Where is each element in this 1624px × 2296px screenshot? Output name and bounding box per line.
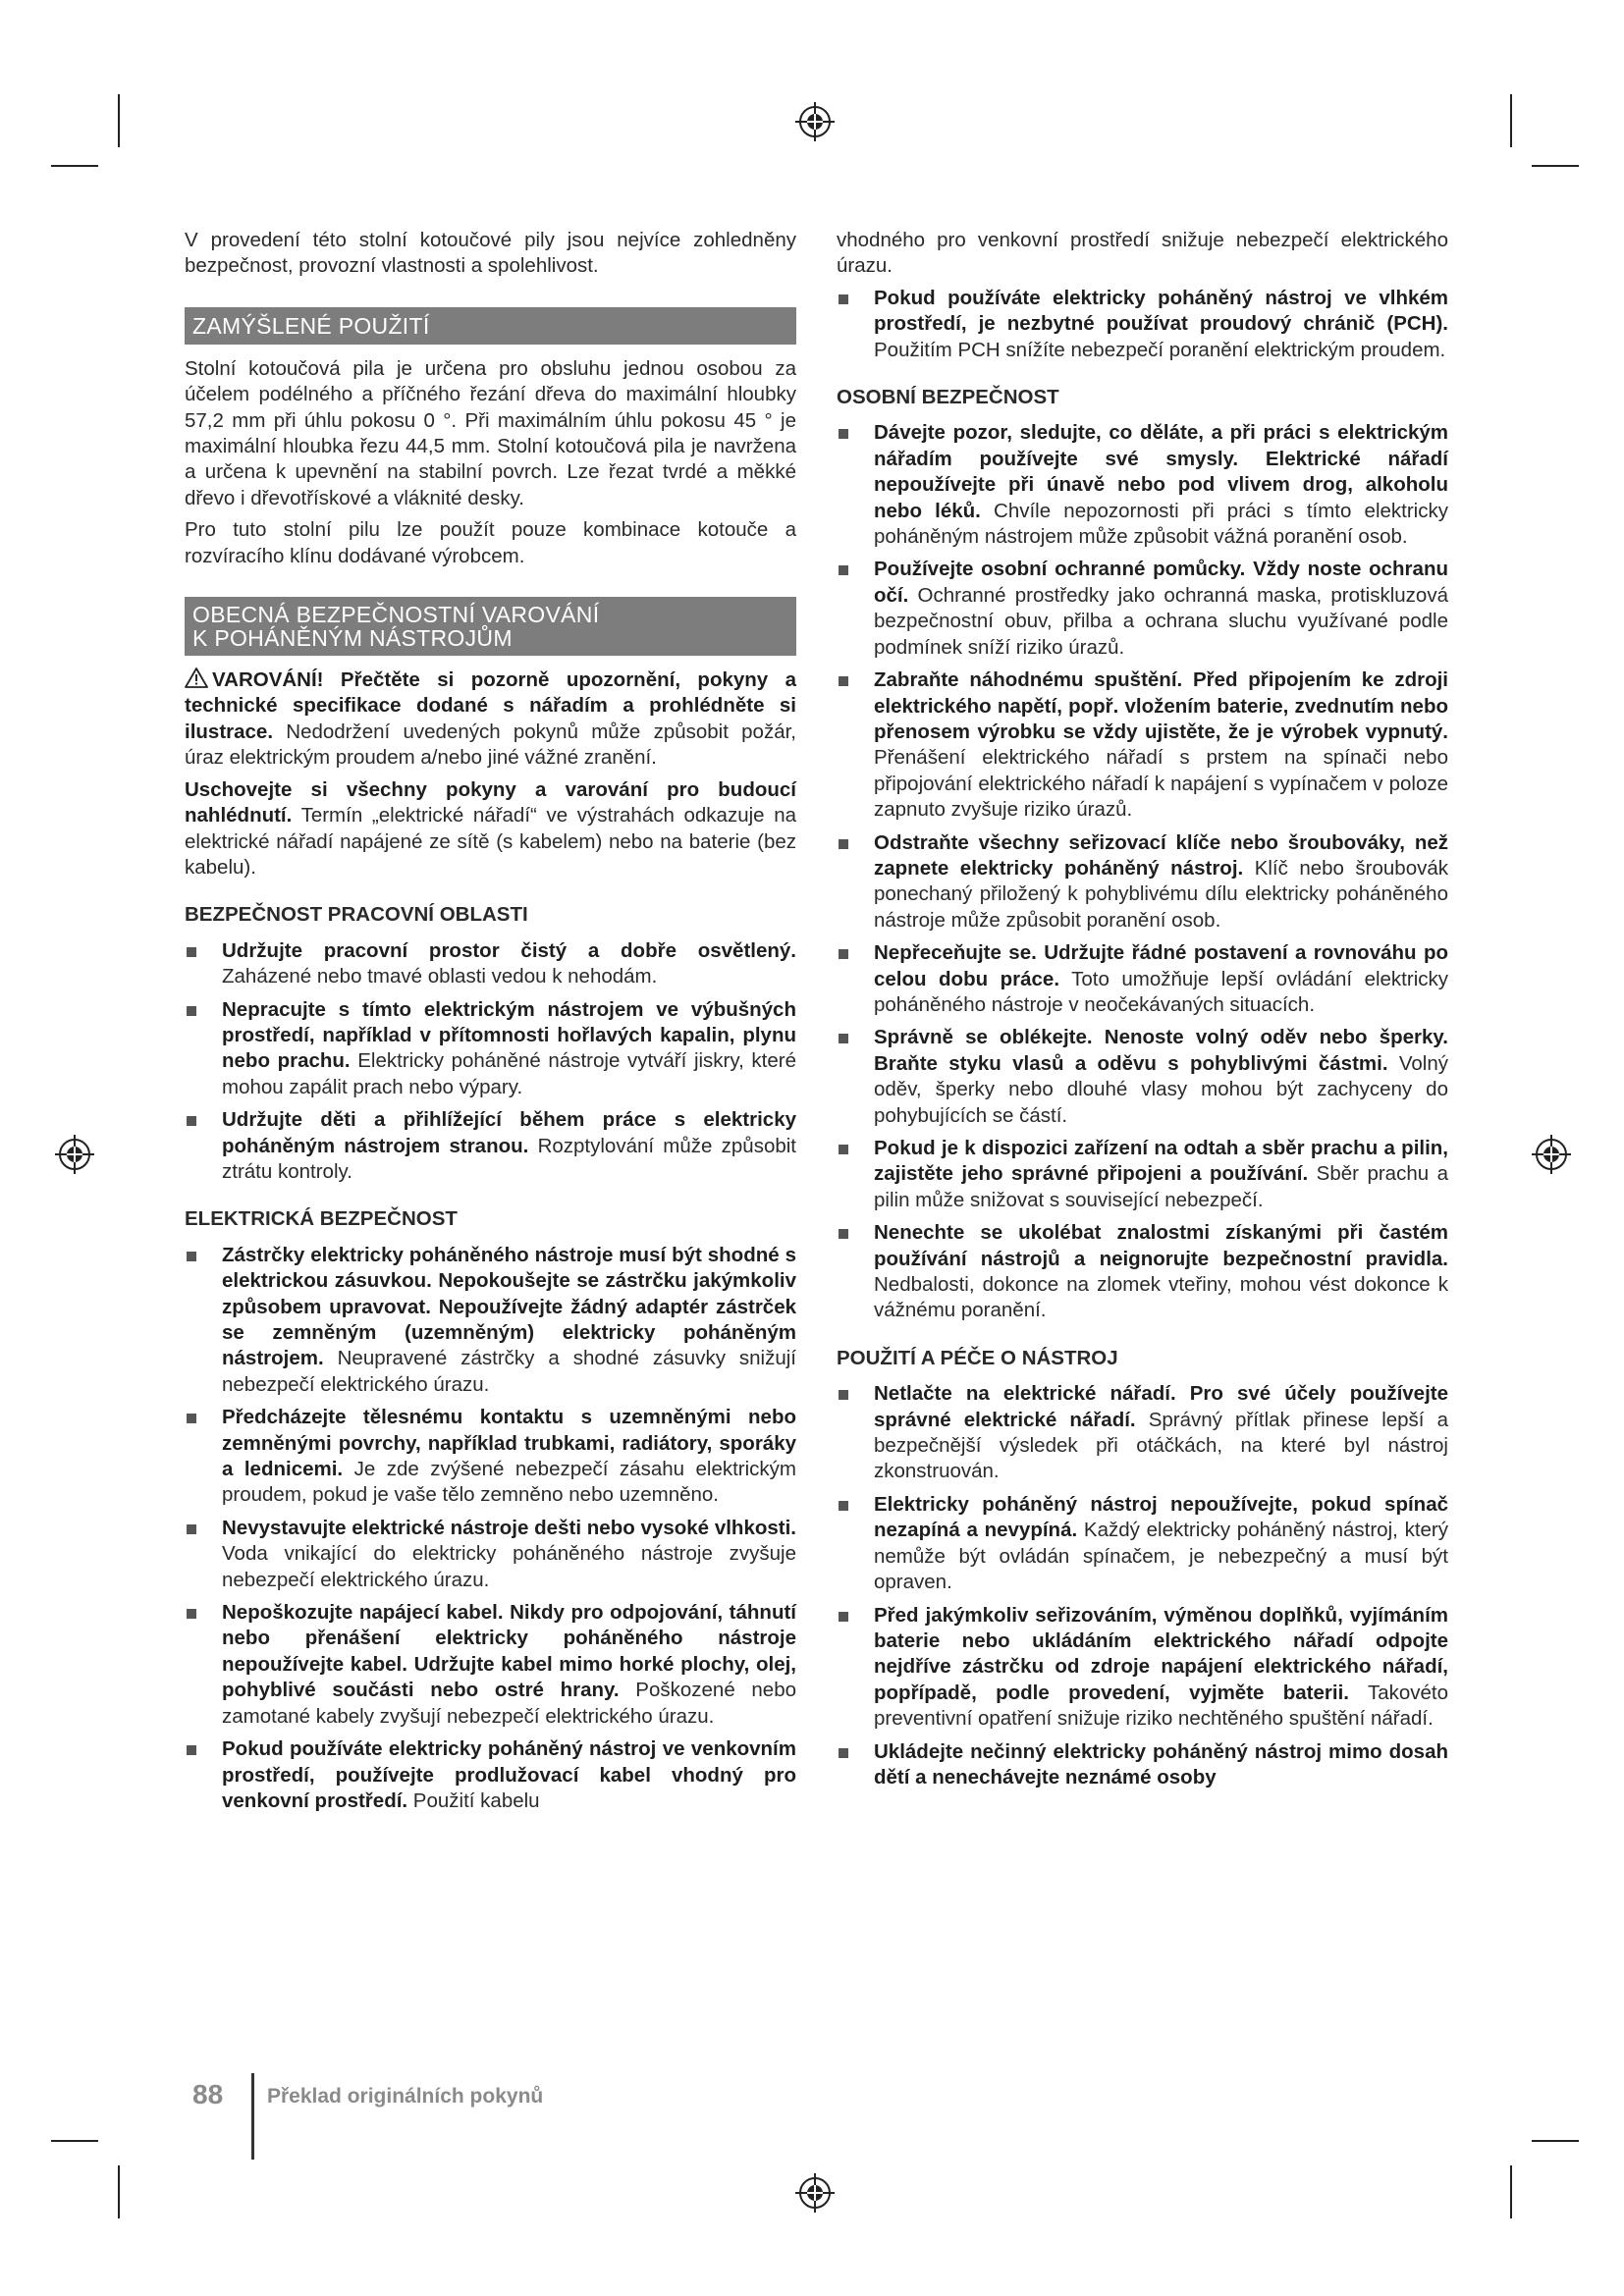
crop-mark — [51, 2140, 98, 2142]
item-text: Rozptylování může způsobit ztrátu kontroly. — [222, 1134, 797, 1183]
item-text: Neupravené zástrčky a shodné zásuvky snižují nebezpečí elektrického úrazu. — [222, 1347, 796, 1396]
list-item — [837, 1603, 1448, 1733]
item-text: Voda vnikající do elektricky poháněného nástroje zvyšuje nebezpečí elektrického úrazu. — [222, 1542, 796, 1591]
item-text: Ochranné prostředky jako ochranná maska, protiskluzová bezpečnostní obuv, přilba a ochrana sluchu využívané podle podmínek sníží riziko úrazů. — [874, 583, 1448, 659]
keep-text: Termín „elektrické nářadí“ ve výstrahách odkazuje na elektrické nářadí napájené ze sítě (s kabelem) nebo na baterie (bez kabelu). — [185, 804, 796, 879]
continued-paragraph: vhodného pro venkovní prostředí snižuje nebezpečí elektrického úrazu. — [837, 229, 1448, 278]
left-column — [185, 228, 796, 1821]
registration-mark-icon — [795, 102, 835, 141]
bullet-icon — [839, 1229, 848, 1239]
bullet-icon — [839, 1145, 848, 1154]
heading-use-and-care: POUŽITÍ A PÉČE O NÁSTROJ — [837, 1346, 1118, 1369]
heading-electrical-safety: ELEKTRICKÁ BEZPEČNOST — [185, 1207, 458, 1231]
bullet-icon — [839, 429, 848, 439]
crop-mark — [118, 94, 120, 147]
item-text: Poškozené nebo zamotané kabely zvyšují nebezpečí elektrického úrazu. — [222, 1679, 796, 1728]
electrical-safety-list-continued — [837, 286, 1448, 363]
item-text: Toto umožňuje lepší ovládání elektricky poháněného nástroje v neočekávaných situacích. — [874, 967, 1449, 1016]
bullet-icon — [839, 676, 848, 686]
item-text: Nedbalosti, dokonce na zlomek vteřiny, mohou vést dokonce k vážnému poranění. — [874, 1273, 1448, 1322]
item-text: Sběr prachu a pilin může snižovat s související nebezpečí. — [874, 1162, 1448, 1211]
list-item — [185, 997, 796, 1101]
list-item — [837, 286, 1448, 363]
list-item — [837, 1025, 1448, 1129]
item-text: Použitím PCH snížíte nebezpečí poranění elektrickým proudem. — [874, 338, 1446, 361]
item-bold: Pokud používáte elektricky poháněný nástroj ve venkovním prostředí, používejte prodlužovací kabel vhodný pro venkovní prostředí. — [222, 1737, 796, 1812]
item-bold: Zástrčky elektricky poháněného nástroje musí být shodné s elektrickou zásuvkou. Nepokoušejte se zástrčku jakýmkoliv způsobem upravovat. Nepoužívejte žádný adaptér zástrček se zemněným (uzemněným) elektricky poháněným nástrojem. — [222, 1243, 796, 1370]
list-item — [185, 1516, 796, 1593]
banner-line: OBECNÁ BEZPEČNOSTNÍ VAROVÁNÍ — [192, 602, 600, 628]
electrical-safety-list — [185, 1243, 796, 1815]
list-item — [837, 420, 1448, 550]
list-item — [837, 1136, 1448, 1213]
bullet-icon — [839, 1612, 848, 1622]
intended-use-paragraph: Stolní kotoučová pila je určena pro obsluhu jednou osobou za účelem podélného a příčného řezání dřeva do maximální hloubky 57,2 mm při úhlu pokosu 0 °. Při maximálním úhlu pokosu 45 ° je maximální hloubka řezu 44,5 mm. Stolní kotoučová pila je navržena a určena k upevnění na stabilní povrch. Lze řezat tvrdé a měkké dřevo i dřevotřískové a vláknité desky. — [185, 356, 796, 509]
bullet-icon — [187, 1524, 196, 1534]
bullet-icon — [839, 1034, 848, 1043]
item-bold: Předcházejte tělesnému kontaktu s uzemněnými nebo zemněnými povrchy, například trubkami, radiátory, sporáky a lednicemi. — [222, 1406, 796, 1481]
warning-text: Nedodržení uvedených pokynů může způsobit požár, úraz elektrickým proudem a/nebo jiné vážné zranění. — [185, 720, 796, 770]
item-bold: Před jakýmkoliv seřizováním, výměnou doplňků, vyjímáním baterie nebo ukládáním elektrického nářadí odpojte nejdříve zástrčku od zdroje napájení elektrického nářadí, popřípadě, podle provedení, vyjměte baterii. — [874, 1603, 1448, 1704]
item-text: Každý elektricky poháněný nástroj, který nemůže být ovládán spínačem, je nebezpečný a musí být opraven. — [874, 1519, 1448, 1594]
item-text: Použití kabelu — [407, 1789, 540, 1812]
intro-paragraph: V provedení této stolní kotoučové pily jsou nejvíce zohledněny bezpečnost, provozní vlastnosti a spolehlivost. — [185, 229, 796, 278]
item-text: Je zde zvýšené nebezpečí zásahu elektrickým proudem, pokud je vaše tělo zemněno nebo uzemněno. — [222, 1458, 797, 1507]
keep-instructions-paragraph — [185, 777, 796, 881]
item-bold: Nenechte se ukolébat znalostmi získanými při častém používání nástrojů a neignorujte bezpečnostní pravidla. — [874, 1221, 1448, 1270]
item-text: Klíč nebo šroubovák ponechaný přiložený k pohyblivému dílu elektricky poháněného nástroje může způsobit poranění osob. — [874, 856, 1449, 932]
item-bold: Pokud používáte elektricky poháněný nástroj ve vlhkém prostředí, je nezbytné používat proudový chránič (PCH). — [874, 286, 1448, 336]
bullet-icon — [839, 949, 848, 959]
bullet-icon — [187, 1006, 196, 1016]
list-item — [185, 1600, 796, 1730]
list-item — [837, 1739, 1448, 1791]
list-item — [837, 1381, 1448, 1485]
list-item — [185, 1736, 796, 1814]
bullet-icon — [839, 294, 848, 304]
registration-mark-icon — [795, 2173, 835, 2213]
use-and-care-list — [837, 1381, 1448, 1790]
crop-mark — [118, 2165, 120, 2218]
item-bold: Elektricky poháněný nástroj nepoužívejte, pokud spínač nezapíná a nevypíná. — [874, 1492, 1448, 1542]
footer-divider — [251, 2073, 254, 2160]
crop-mark — [1532, 2140, 1579, 2142]
crop-mark — [1510, 2165, 1512, 2218]
item-bold: Nepřeceňujte se. Udržujte řádné postavení a rovnováhu po celou dobu práce. — [874, 941, 1448, 990]
item-text: Takovéto preventivní opatření snižuje riziko nechtěného spuštění nářadí. — [874, 1681, 1448, 1731]
intended-use-paragraph: Pro tuto stolní pilu lze použít pouze kombinace kotouče a rozvíracího klínu dodávané výrobcem. — [185, 518, 796, 567]
personal-safety-list — [837, 420, 1448, 1323]
bullet-icon — [187, 947, 196, 957]
item-bold: Zabraňte náhodnému spuštění. Před připojením ke zdroji elektrického napětí, popř. vložením baterie, zvednutím nebo přenosem výrobku se vždy ujistěte, že je výrobek vypnutý. — [874, 668, 1448, 743]
bullet-icon — [839, 565, 848, 575]
item-bold: Ukládejte nečinný elektricky poháněný nástroj mimo dosah dětí a nenechávejte neznámé osoby — [874, 1739, 1448, 1789]
warning-bold: VAROVÁNÍ! Přečtěte si pozorně upozornění, pokyny a technické specifikace dodané s nářadím a prohlédněte si ilustrace. — [185, 668, 796, 743]
item-bold: Netlačte na elektrické nářadí. Pro své účely používejte správné elektrické nářadí. — [874, 1382, 1448, 1431]
crop-mark — [1532, 165, 1579, 167]
bullet-icon — [839, 1748, 848, 1758]
section-banner-general-safety — [185, 597, 796, 656]
item-text: Volný oděv, šperky nebo dlouhé vlasy mohou být zachyceny do pohybujících se částí. — [874, 1051, 1448, 1127]
list-item — [837, 830, 1448, 934]
item-bold: Nepoškozujte napájecí kabel. Nikdy pro odpojování, táhnutí nebo přenášení elektricky poháněného nástroje nepoužívejte kabel. Udržujte kabel mimo horké plochy, olej, pohyblivé součásti nebo ostré hrany. — [222, 1601, 796, 1702]
item-bold: Udržujte děti a přihlížející během práce s elektricky poháněným nástrojem stranou. — [222, 1108, 796, 1157]
warning-paragraph — [185, 667, 796, 772]
bullet-icon — [187, 1252, 196, 1261]
item-bold: Správně se oblékejte. Nenoste volný oděv nebo šperky. Braňte styku vlasů a oděvu s pohyblivými částmi. — [874, 1026, 1448, 1075]
bullet-icon — [187, 1414, 196, 1423]
footer-title: Překlad originálních pokynů — [267, 2085, 544, 2108]
list-item — [837, 1492, 1448, 1596]
page-number: 88 — [192, 2079, 224, 2109]
bullet-icon — [839, 1390, 848, 1400]
item-bold: Odstraňte všechny seřizovací klíče nebo šroubováky, než zapnete elektricky poháněný nástroj. — [874, 830, 1448, 880]
right-column — [837, 228, 1448, 1797]
item-text: Správný přítlak přinese lepší a bezpečnější výsledek při otáčkách, na které byl nástroj zkonstruován. — [874, 1408, 1448, 1483]
keep-bold: Uschovejte si všechny pokyny a varování pro budoucí nahlédnutí. — [185, 777, 796, 828]
warning-triangle-icon — [185, 667, 208, 688]
item-text: Chvíle nepozornosti při práci s tímto elektricky poháněným nástrojem může způsobit vážná poranění osob. — [874, 499, 1448, 549]
item-bold: Používejte osobní ochranné pomůcky. Vždy noste ochranu očí. — [874, 558, 1448, 607]
bullet-icon — [187, 1745, 196, 1755]
crop-mark — [51, 165, 98, 167]
crop-mark — [1510, 94, 1512, 147]
list-item — [837, 1220, 1448, 1324]
banner-line: K POHÁNĚNÝM NÁSTROJŮM — [192, 625, 513, 652]
bullet-icon — [187, 1609, 196, 1619]
list-item — [185, 938, 796, 990]
list-item — [185, 1107, 796, 1185]
item-bold: Udržujte pracovní prostor čistý a dobře osvětlený. — [222, 938, 796, 962]
item-bold: Nevystavujte elektrické nástroje dešti nebo vysoké vlhkosti. — [222, 1516, 796, 1539]
registration-mark-icon — [55, 1135, 94, 1174]
item-text: Zaházené nebo tmavé oblasti vedou k nehodám. — [222, 965, 658, 988]
list-item — [837, 557, 1448, 661]
bullet-icon — [187, 1116, 196, 1126]
item-text: Přenášení elektrického nářadí s prstem na spínači nebo připojování elektrického nářadí k napájení s vypínačem v poloze zapnuto zvyšuje riziko úrazů. — [874, 746, 1448, 822]
bullet-icon — [839, 1501, 848, 1511]
item-bold: Pokud je k dispozici zařízení na odtah a sběr prachu a pilin, zajistěte jeho správné připojeni a používání. — [874, 1137, 1448, 1186]
item-bold: Nepracujte s tímto elektrickým nástrojem ve výbušných prostředí, například v přítomnosti hořlavých kapalin, plynu nebo prachu. — [222, 997, 796, 1073]
registration-mark-icon — [1532, 1135, 1571, 1174]
work-area-list — [185, 938, 796, 1186]
list-item — [185, 1243, 796, 1398]
section-banner-intended-use: ZAMÝŠLENÉ POUŽITÍ — [185, 307, 796, 345]
list-item — [837, 940, 1448, 1018]
heading-work-area: BEZPEČNOST PRACOVNÍ OBLASTI — [185, 903, 528, 927]
list-item — [185, 1405, 796, 1509]
heading-personal-safety: OSOBNÍ BEZPEČNOST — [837, 386, 1059, 409]
item-bold: Dávejte pozor, sledujte, co děláte, a při práci s elektrickým nářadím používejte své smysly. Elektrické nářadí nepoužívejte při únavě nebo pod vlivem drog, alkoholu nebo léků. — [874, 421, 1448, 522]
item-text: Elektricky poháněné nástroje vytváří jiskry, které mohou zapálit prach nebo výpary. — [222, 1049, 796, 1098]
list-item — [837, 667, 1448, 823]
bullet-icon — [839, 839, 848, 849]
